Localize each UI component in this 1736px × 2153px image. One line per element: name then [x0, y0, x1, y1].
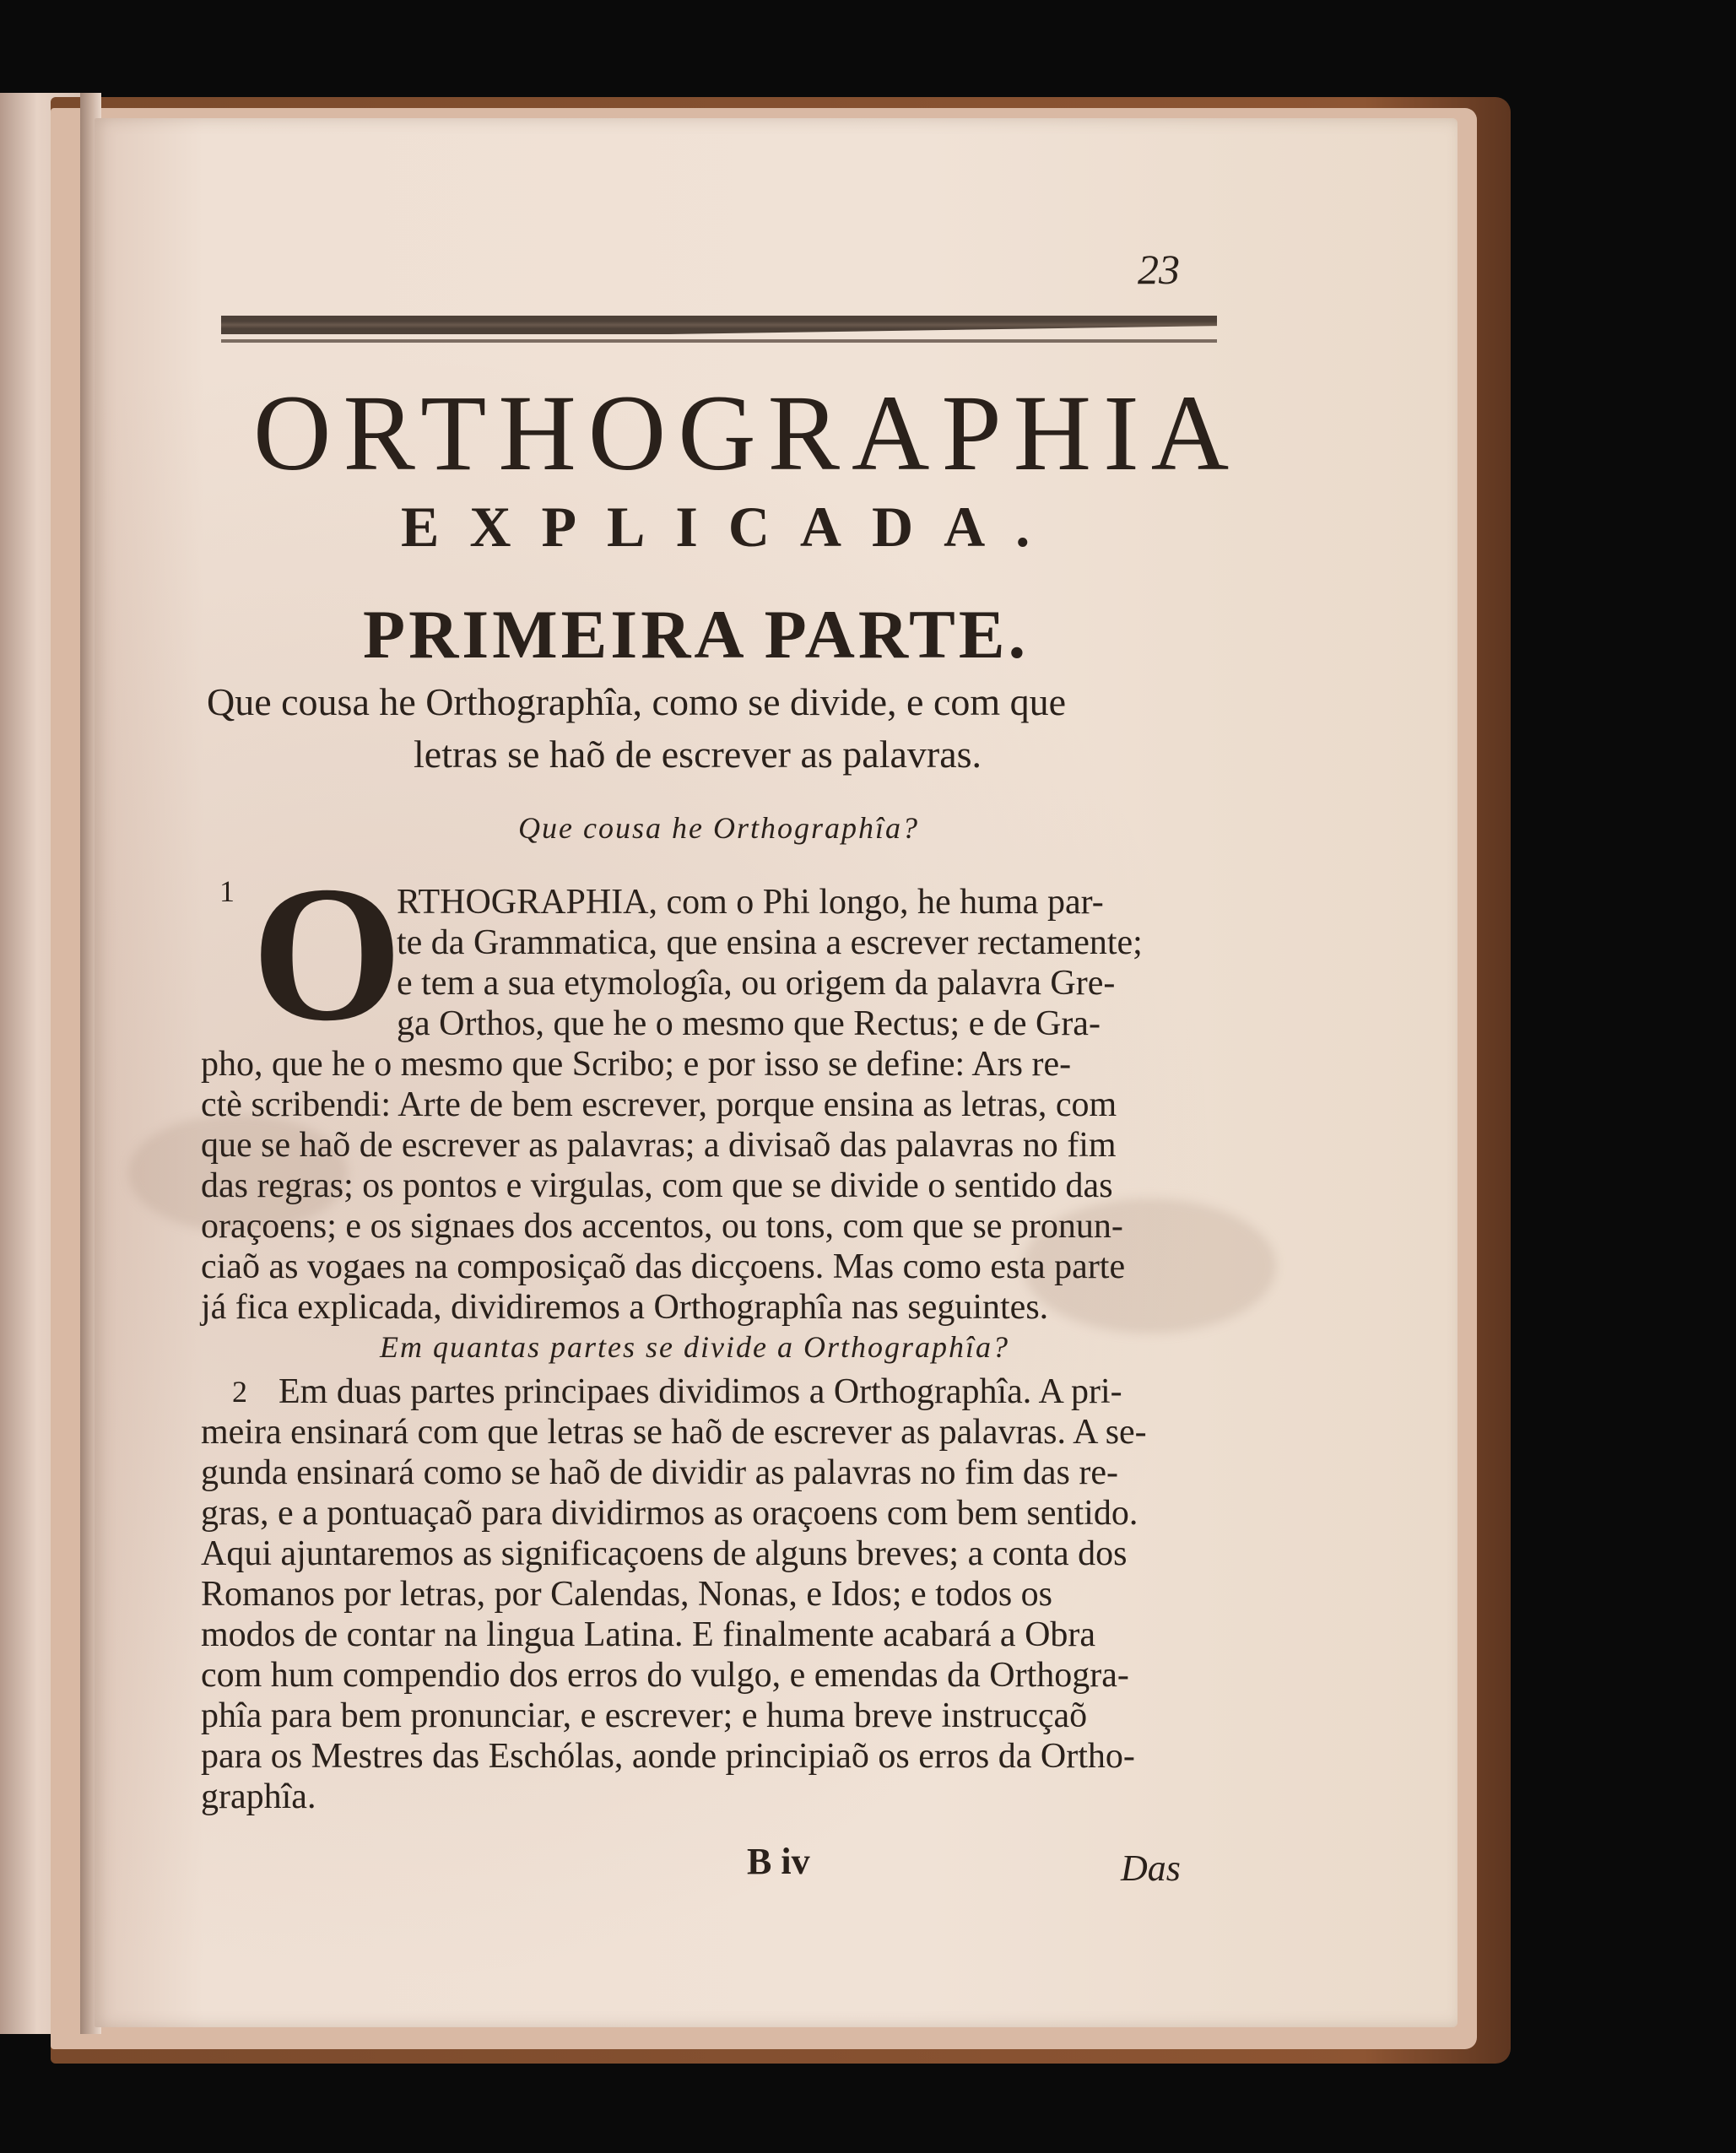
body-line: pho, que he o mesmo que Scribo; e por isso se define: Ars re- [201, 1045, 1072, 1084]
body-line: RTHOGRAPHIA, com o Phi longo, he huma par- [397, 883, 1104, 922]
catchword: Das [1121, 1847, 1181, 1889]
body-line: phîa para bem pronunciar, e escrever; e huma breve instrucçaõ [201, 1696, 1088, 1735]
body-line: oraçoens; e os signaes dos accentos, ou tons, com que se pronun- [201, 1207, 1123, 1246]
body-line: graphîa. [201, 1777, 316, 1816]
body-line: gunda ensinará como se haõ de dividir as palavras no fim das re- [201, 1453, 1118, 1492]
body-line: Aqui ajuntaremos as significaçoens de alguns breves; a conta dos [201, 1534, 1128, 1573]
part-summary-line: letras se haõ de escrever as palavras. [414, 733, 982, 776]
body-line: Em duas partes principaes dividimos a Orthographîa. A pri- [279, 1372, 1122, 1411]
signature-mark: B iv [747, 1841, 810, 1882]
body-line: e tem a sua etymologîa, ou origem da palavra Gre- [397, 964, 1116, 1003]
body-line: para os Mestres das Eschólas, aonde principiaõ os erros da Ortho- [201, 1737, 1135, 1776]
body-line: já fica explicada, dividiremos a Orthographîa nas seguintes. [201, 1288, 1049, 1327]
body-line: ciaõ as vogaes na composiçaõ das dicçoens. Mas como esta parte [201, 1247, 1126, 1286]
body-line: ga Orthos, que he o mesmo que Rectus; e de Gra- [397, 1004, 1101, 1043]
paragraph-number: 1 [219, 874, 235, 908]
page-subtitle: EXPLICADA. [401, 495, 1061, 559]
part-title: PRIMEIRA PARTE. [363, 596, 1030, 673]
body-line: gras, e a pontuaçaõ para dividirmos as oraçoens com bem sentido. [201, 1494, 1138, 1533]
body-line: ctè scribendi: Arte de bem escrever, porque ensina as letras, com [201, 1085, 1117, 1124]
body-line: meira ensinará com que letras se haõ de escrever as palavras. A se- [201, 1413, 1147, 1452]
drop-cap: O [251, 846, 403, 1061]
ornamental-rule-thin [221, 339, 1217, 343]
part-summary-line: Que cousa he Orthographîa, como se divide, e com que [207, 680, 1067, 723]
body-line: das regras; os pontos e virgulas, com que se divide o sentido das [201, 1166, 1113, 1205]
section-heading: Que cousa he Orthographîa? [518, 811, 919, 845]
body-line: Romanos por letras, por Calendas, Nonas, e Idos; e todos os [201, 1575, 1053, 1614]
section-heading: Em quantas partes se divide a Orthographîa? [380, 1330, 1009, 1364]
body-line: modos de contar na lingua Latina. E finalmente acabará a Obra [201, 1615, 1096, 1654]
body-line: com hum compendio dos erros do vulgo, e emendas da Orthogra- [201, 1656, 1129, 1695]
body-line: que se haõ de escrever as palavras; a divisaõ das palavras no fim [201, 1126, 1117, 1165]
page-title: ORTHOGRAPHIA [253, 373, 1241, 493]
page-number: 23 [1138, 246, 1180, 293]
body-line: te da Grammatica, que ensina a escrever rectamente; [397, 923, 1143, 962]
paragraph-number: 2 [232, 1375, 247, 1409]
